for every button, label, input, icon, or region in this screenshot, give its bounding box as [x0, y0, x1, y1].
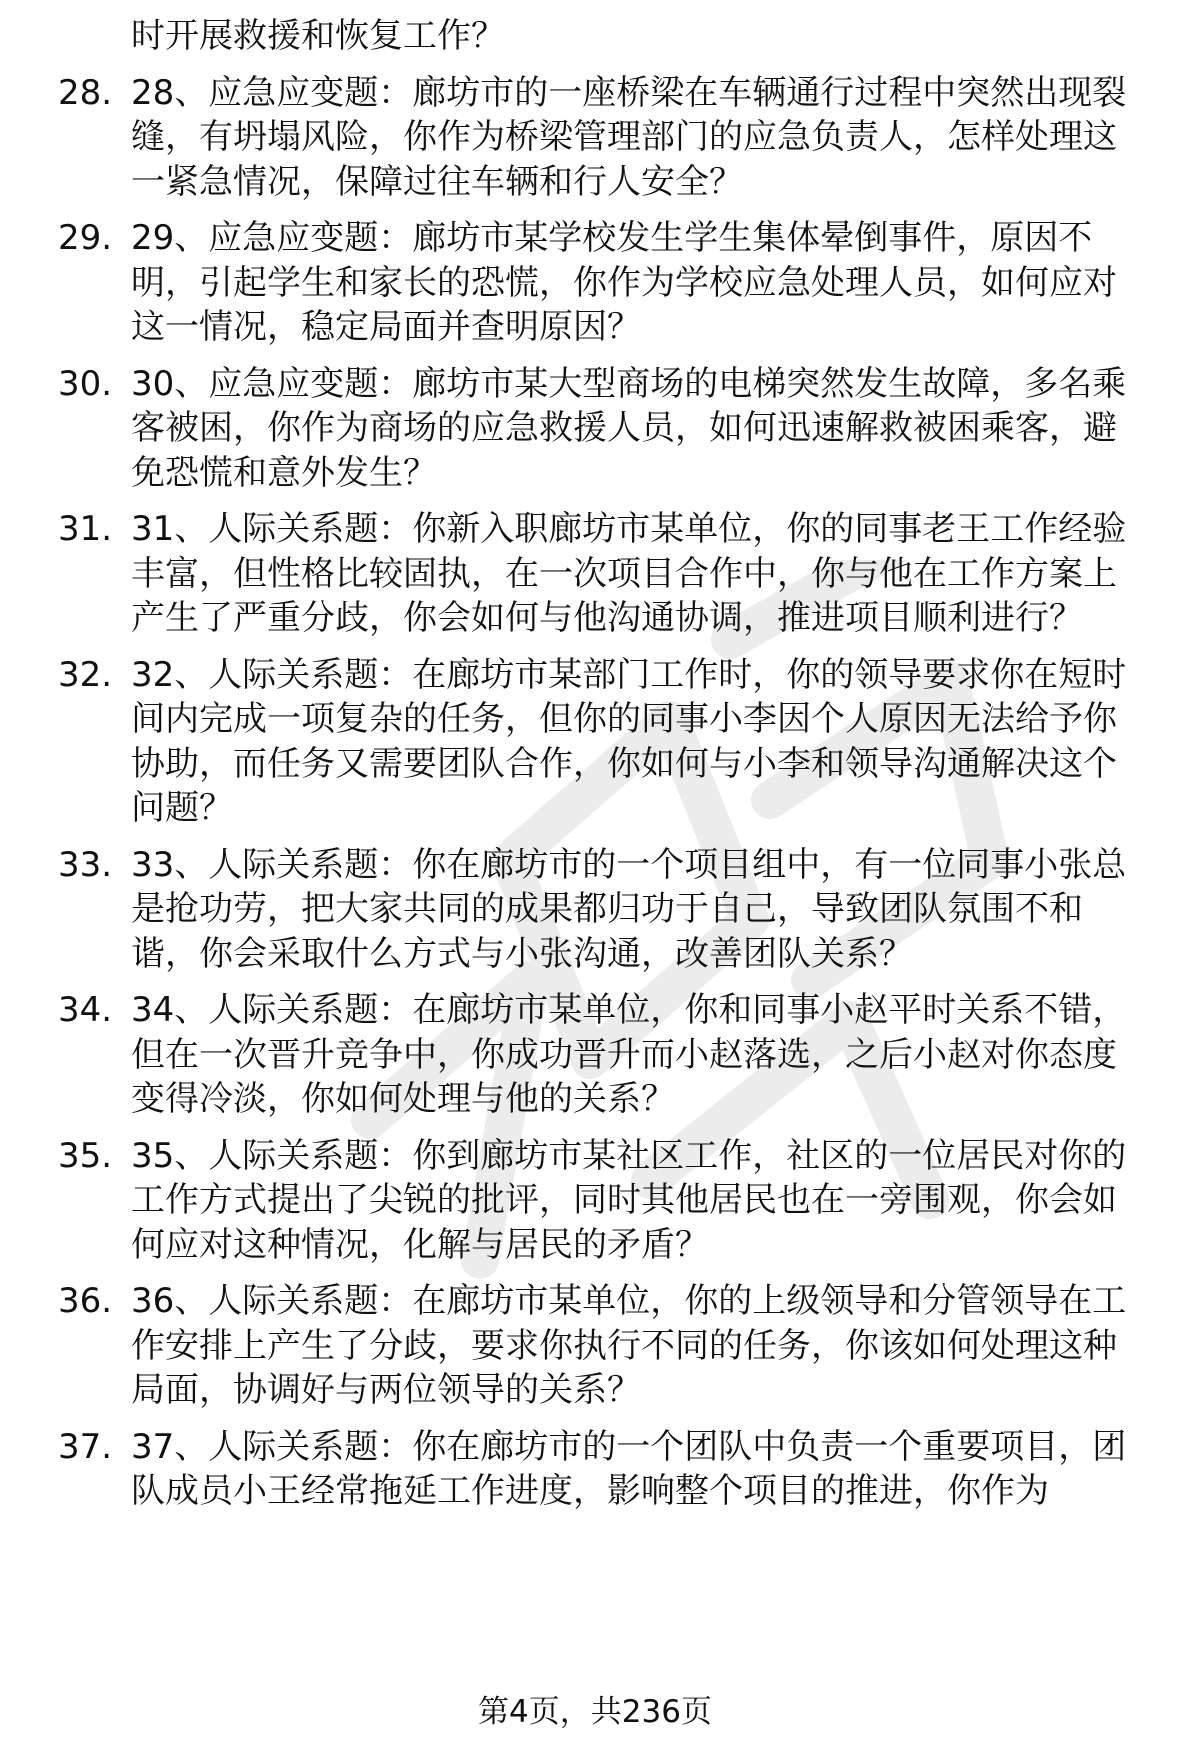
- question-number: 30.: [58, 363, 113, 404]
- question-number: 37.: [58, 1426, 113, 1467]
- question-number: 34.: [58, 990, 113, 1030]
- question-item: [0, 507, 1190, 641]
- continued-question-text: 时开展救援和恢复工作？: [131, 16, 505, 56]
- question-number: 32.: [58, 654, 113, 695]
- question-item: [0, 71, 1190, 205]
- question-item: [0, 843, 1190, 977]
- question-item: [0, 1279, 1190, 1413]
- question-item: [0, 362, 1190, 496]
- question-item: [0, 1134, 1190, 1268]
- question-text: 37、人际关系题：你在廊坊市的一个团队中负责一个重要项目，团队成员小王经常拖延工作进度，影响整个项目的推进，你作为: [131, 1426, 1127, 1511]
- question-number: 28.: [58, 72, 113, 113]
- page-footer: 第4页，共236页: [478, 1694, 712, 1730]
- question-item: [0, 216, 1190, 350]
- question-text: 36、人际关系题：在廊坊市某单位，你的上级领导和分管领导在工作安排上产生了分歧，要求你执行不同的任务，你该如何处理这种局面，协调好与两位领导的关系？: [131, 1281, 1127, 1410]
- question-number: 31.: [58, 509, 113, 549]
- question-text: 29、应急应变题：廊坊市某学校发生学生集体晕倒事件，原因不明，引起学生和家长的恐慌，你作为学校应急处理人员，如何应对这一情况，稳定局面并查明原因？: [131, 218, 1117, 347]
- question-text: 33、人际关系题：你在廊坊市的一个项目组中，有一位同事小张总是抢功劳，把大家共同的成果都归功于自己，导致团队氛围不和谐，你会采取什么方式与小张沟通，改善团队关系？: [131, 844, 1127, 974]
- question-text: 34、人际关系题：在廊坊市某单位，你和同事小赵平时关系不错，但在一次晋升竞争中，你成功晋升而小赵落选，之后小赵对你态度变得冷淡，你如何处理与他的关系？: [131, 990, 1127, 1119]
- question-text: 35、人际关系题：你到廊坊市某社区工作，社区的一位居民对你的工作方式提出了尖锐的批评，同时其他居民也在一旁围观，你会如何应对这种情况，化解与居民的矛盾？: [131, 1135, 1127, 1265]
- page-content: [0, 14, 1190, 1526]
- question-number: 33.: [58, 844, 113, 885]
- question-text: 28、应急应变题：廊坊市的一座桥梁在车辆通行过程中突然出现裂缝，有坍塌风险，你作为桥梁管理部门的应急负责人，怎样处理这一紧急情况，保障过往车辆和行人安全？: [131, 72, 1127, 202]
- question-text: 30、应急应变题：廊坊市某大型商场的电梯突然发生故障，多名乘客被困，你作为商场的应急救援人员，如何迅速解救被困乘客，避免恐慌和意外发生？: [131, 363, 1127, 493]
- question-number: 35.: [58, 1135, 113, 1176]
- question-item: [0, 653, 1190, 831]
- question-number: 29.: [58, 218, 113, 258]
- question-text: 31、人际关系题：你新入职廊坊市某单位，你的同事老王工作经验丰富，但性格比较固执，在一次项目合作中，你与他在工作方案上产生了严重分歧，你会如何与他沟通协调，推进项目顺利进行？: [131, 509, 1127, 638]
- question-item: [0, 988, 1190, 1122]
- question-text: 32、人际关系题：在廊坊市某部门工作时，你的领导要求你在短时间内完成一项复杂的任务，但你的同事小李因个人原因无法给予你协助，而任务又需要团队合作，你如何与小李和领导沟通解决这个问题？: [131, 654, 1127, 828]
- question-item: [0, 1425, 1190, 1514]
- question-number: 36.: [58, 1281, 113, 1321]
